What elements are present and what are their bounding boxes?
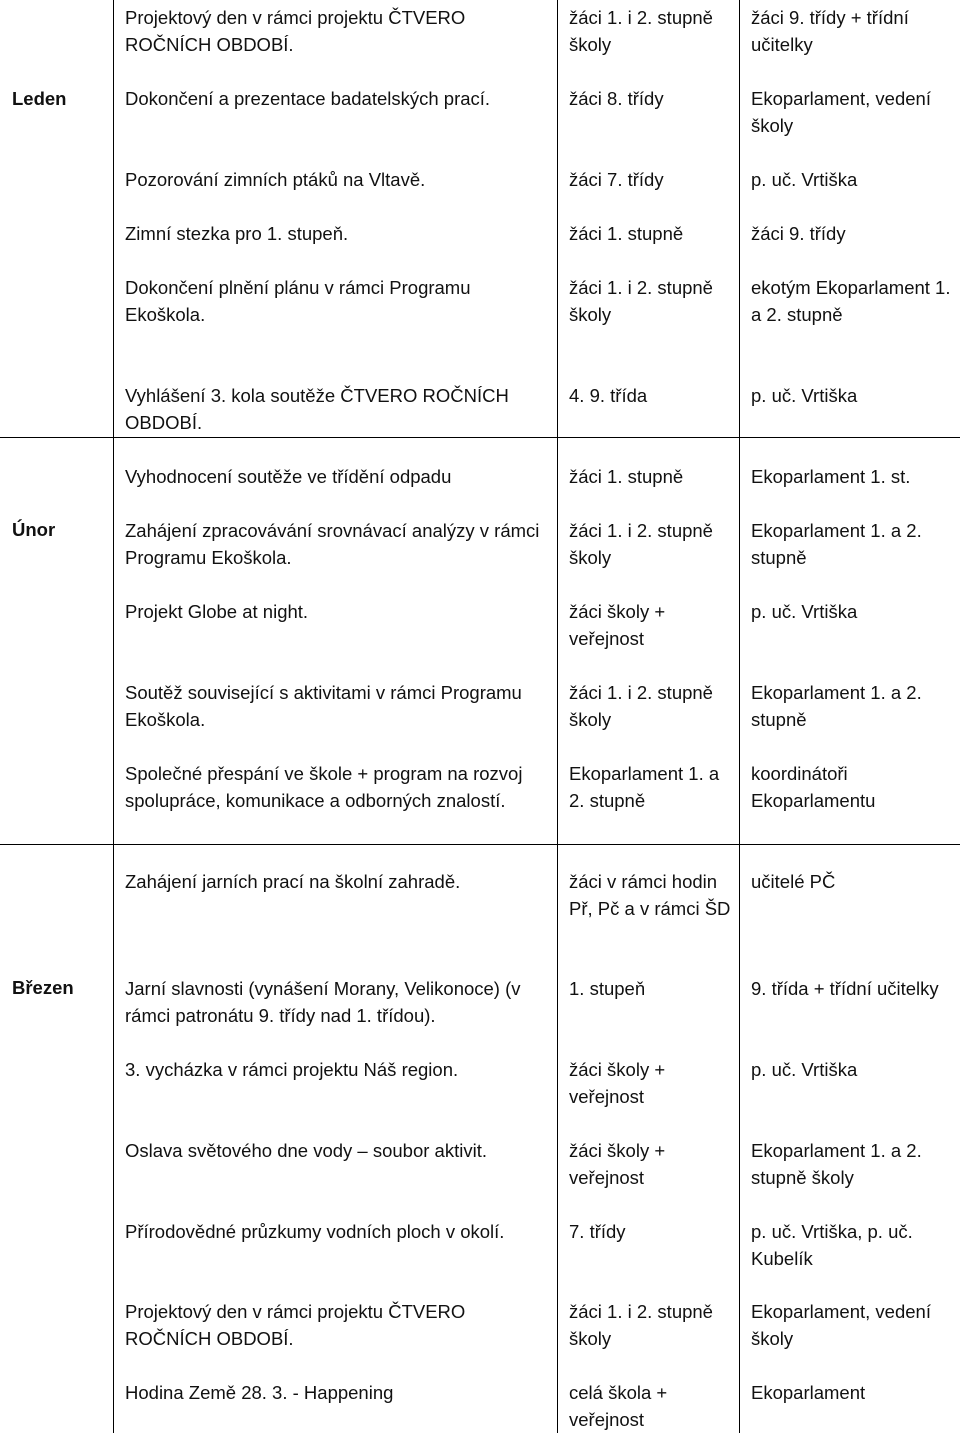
responsible-cell: Ekoparlament 1. a 2. stupně: [751, 520, 922, 568]
target-group-cell: žáci školy + veřejnost: [569, 601, 666, 649]
target-group-cell: žáci 1. i 2. stupně školy: [569, 277, 713, 325]
target-group-cell: žáci 1. i 2. stupně školy: [569, 1301, 713, 1349]
responsible-cell: Ekoparlament: [751, 1382, 866, 1403]
target-group-cell: žáci v rámci hodin Př, Pč a v rámci ŠD: [569, 871, 731, 919]
responsible-cell: Ekoparlament 1. a 2. stupně: [751, 682, 922, 730]
month-separator: [0, 437, 960, 438]
activity-cell: Společné přespání ve škole + program na rozvoj spolupráce, komunikace a odborných znalostí.: [125, 763, 523, 811]
target-group-cell: žáci 1. i 2. stupně školy: [569, 520, 713, 568]
activity-cell: Vyhodnocení soutěže ve třídění odpadu: [125, 466, 452, 487]
target-group-cell: celá škola + veřejnost: [569, 1382, 668, 1430]
activity-cell: Zimní stezka pro 1. stupeň.: [125, 223, 349, 244]
column-divider: [557, 0, 558, 1433]
activity-cell: Dokončení a prezentace badatelských prací.: [125, 88, 491, 109]
responsible-cell: p. uč. Vrtiška: [751, 601, 858, 622]
responsible-cell: p. uč. Vrtiška: [751, 169, 858, 190]
target-group-cell: žáci 1. stupně: [569, 466, 684, 487]
activity-cell: Zahájení zpracovávání srovnávací analýzy v rámci Programu Ekoškola.: [125, 520, 540, 568]
responsible-cell: žáci 9. třídy: [751, 223, 846, 244]
responsible-cell: koordinátoři Ekoparlamentu: [751, 763, 876, 811]
responsible-cell: p. uč. Vrtiška, p. uč. Kubelík: [751, 1221, 913, 1269]
target-group-cell: žáci 8. třídy: [569, 88, 664, 109]
responsible-cell: Ekoparlament 1. a 2. stupně školy: [751, 1140, 922, 1188]
activity-cell: Pozorování zimních ptáků na Vltavě.: [125, 169, 426, 190]
responsible-cell: 9. třída + třídní učitelky: [751, 978, 939, 999]
target-group-cell: žáci 7. třídy: [569, 169, 664, 190]
target-group-cell: žáci 1. stupně: [569, 223, 684, 244]
activity-cell: Vyhlášení 3. kola soutěže ČTVERO ROČNÍCH OBDOBÍ.: [125, 385, 509, 433]
month-label-leden: Leden: [12, 88, 67, 109]
activity-cell: Oslava světového dne vody – soubor aktivit.: [125, 1140, 487, 1161]
activity-cell: Jarní slavnosti (vynášení Morany, Velikonoce) (v rámci patronátu 9. třídy nad 1. třídou).: [125, 978, 521, 1026]
responsible-cell: Ekoparlament, vedení školy: [751, 1301, 931, 1349]
target-group-cell: Ekoparlament 1. a 2. stupně: [569, 763, 720, 811]
responsible-cell: p. uč. Vrtiška: [751, 1059, 858, 1080]
responsible-cell: ekotým Ekoparlament 1. a 2. stupně: [751, 277, 951, 325]
activity-cell: 3. vycházka v rámci projektu Náš region.: [125, 1059, 459, 1080]
responsible-cell: p. uč. Vrtiška: [751, 385, 858, 406]
target-group-cell: žáci 1. i 2. stupně školy: [569, 7, 713, 55]
target-group-cell: 1. stupeň: [569, 978, 646, 999]
activity-cell: Projekt Globe at night.: [125, 601, 309, 622]
column-divider: [739, 0, 740, 1433]
month-separator: [0, 844, 960, 845]
activity-cell: Projektový den v rámci projektu ČTVERO ROČNÍCH OBDOBÍ.: [125, 7, 466, 55]
target-group-cell: žáci 1. i 2. stupně školy: [569, 682, 713, 730]
activity-cell: Zahájení jarních prací na školní zahradě.: [125, 871, 461, 892]
responsible-cell: Ekoparlament, vedení školy: [751, 88, 931, 136]
responsible-cell: žáci 9. třídy + třídní učitelky: [751, 7, 909, 55]
month-label-unor: Únor: [12, 519, 56, 540]
responsible-cell: Ekoparlament 1. st.: [751, 466, 911, 487]
activity-cell: Hodina Země 28. 3. - Happening: [125, 1382, 394, 1403]
target-group-cell: 7. třídy: [569, 1221, 626, 1242]
target-group-cell: žáci školy + veřejnost: [569, 1140, 666, 1188]
target-group-cell: 4. 9. třída: [569, 385, 648, 406]
activity-cell: Soutěž související s aktivitami v rámci Programu Ekoškola.: [125, 682, 522, 730]
column-divider: [113, 0, 114, 1433]
month-label-brezen: Březen: [12, 977, 74, 998]
target-group-cell: žáci školy + veřejnost: [569, 1059, 666, 1107]
activity-cell: Přírodovědné průzkumy vodních ploch v okolí.: [125, 1221, 505, 1242]
responsible-cell: učitelé PČ: [751, 871, 836, 892]
activity-cell: Dokončení plnění plánu v rámci Programu Ekoškola.: [125, 277, 471, 325]
activity-cell: Projektový den v rámci projektu ČTVERO ROČNÍCH OBDOBÍ.: [125, 1301, 466, 1349]
